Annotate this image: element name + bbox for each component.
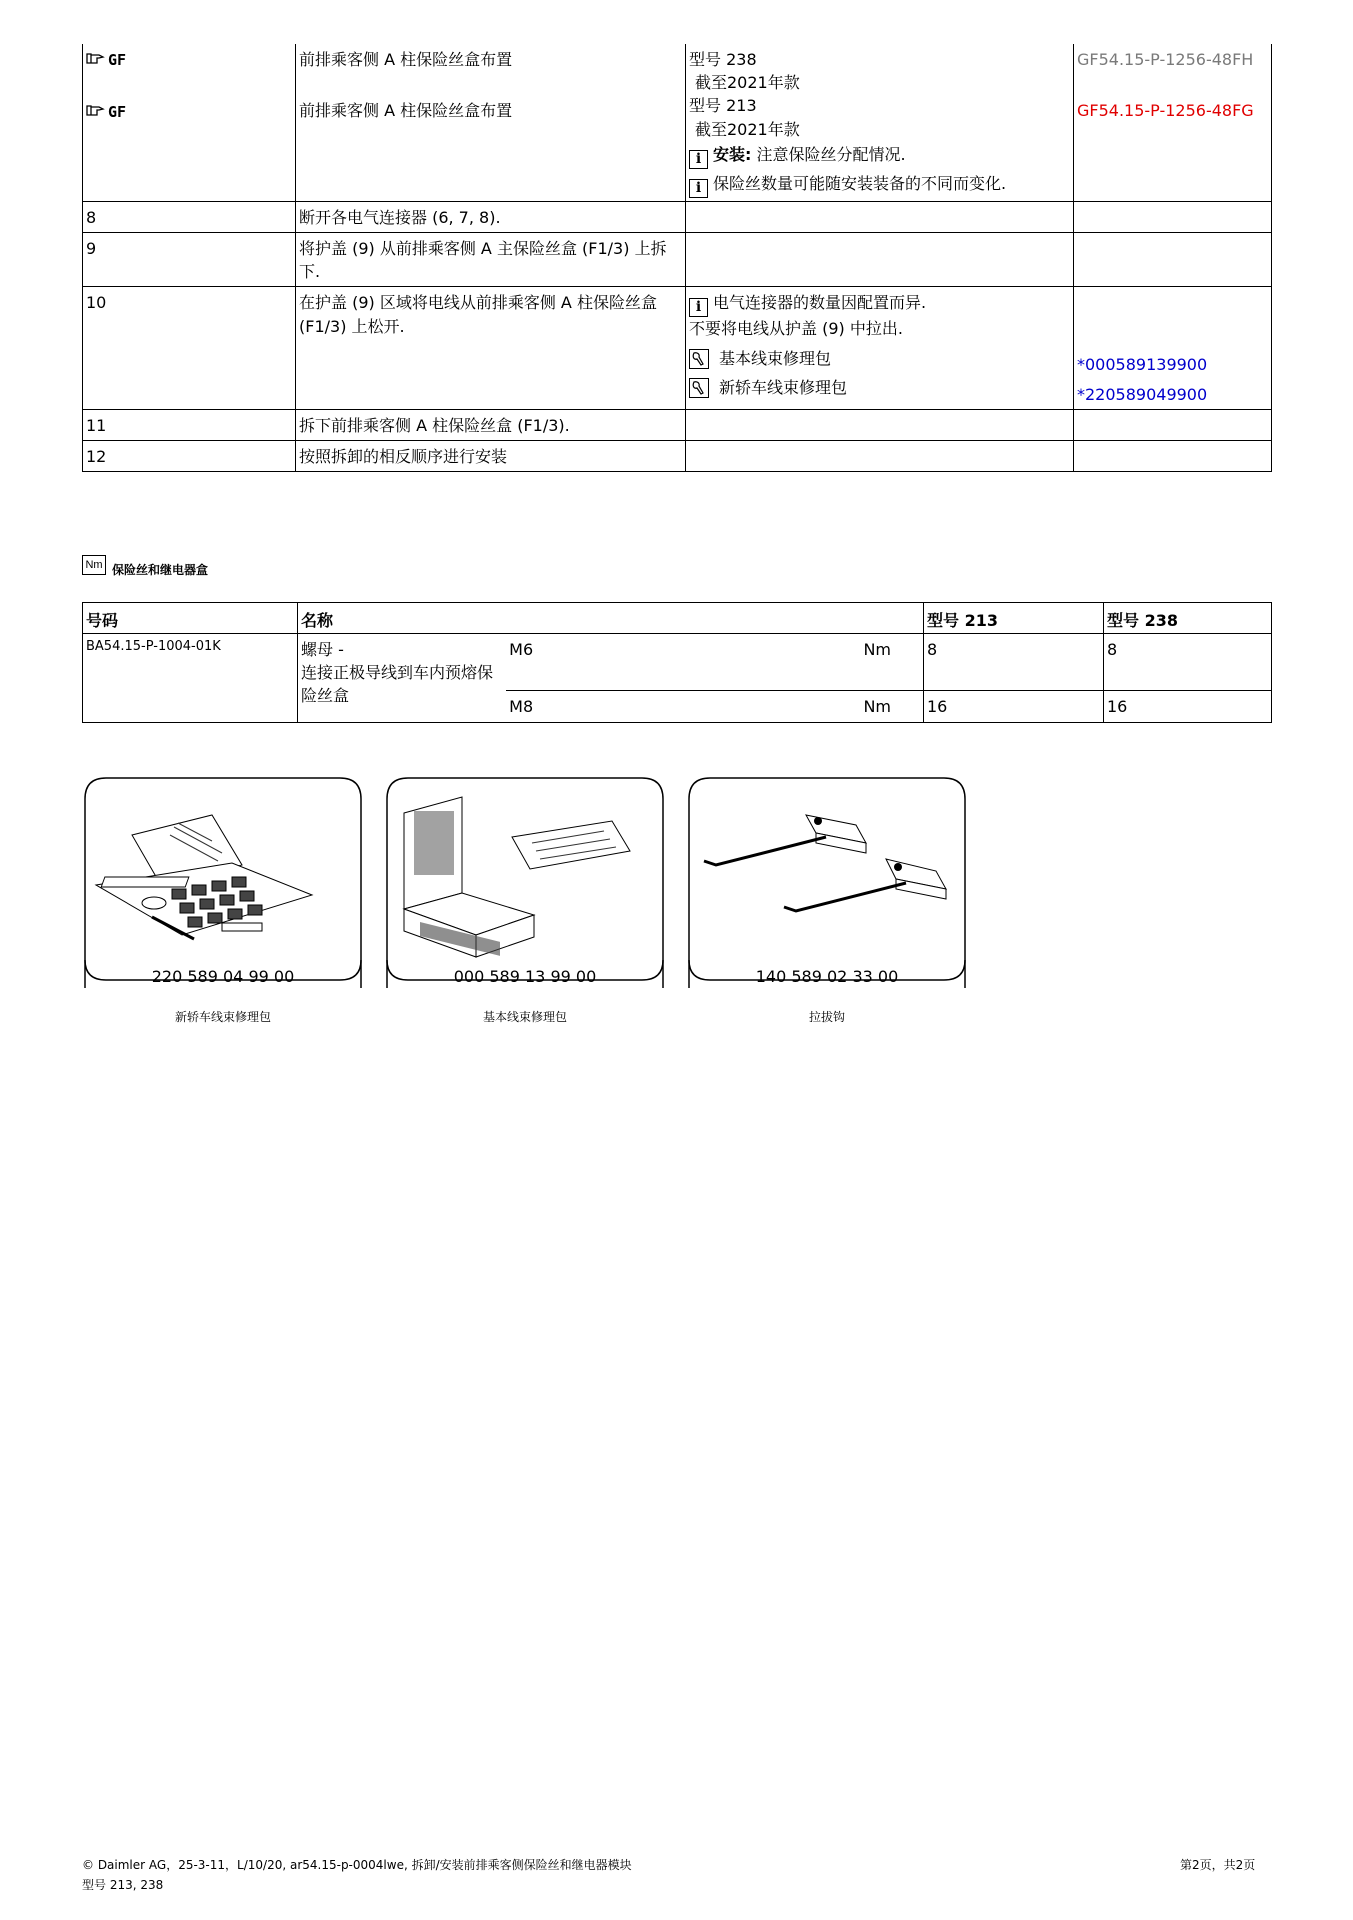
- hand-pointer-icon: [86, 105, 106, 116]
- thread-size: M6: [506, 634, 715, 691]
- work-steps-table: [82, 44, 1272, 472]
- ref-cell: [1074, 287, 1272, 409]
- torque-value-213: 16: [924, 691, 1104, 723]
- action-text: 按照拆卸的相反顺序进行安装: [296, 440, 686, 471]
- special-tool-icon: [689, 349, 709, 369]
- notes-cell: [686, 232, 1074, 286]
- torque-value-238: 8: [1104, 634, 1272, 691]
- page-number: 第2页，共2页: [1180, 1858, 1256, 1872]
- table-row: [83, 201, 1272, 232]
- column-header: 型号 238: [1104, 603, 1272, 634]
- part-number-label: 000 589 13 99 00: [453, 967, 597, 986]
- torque-unit: Nm: [715, 691, 924, 723]
- action-text: 将护盖 (9) 从前排乘客侧 A 主保险丝盒 (F1/3) 上拆下.: [296, 232, 686, 286]
- torque-icon: Nm: [82, 555, 106, 575]
- part-name-line: 连接正极导线到车内预熔保险丝盒: [301, 663, 494, 706]
- info-text: 保险丝数量可能随安装装备的不同而变化.: [713, 173, 1007, 193]
- info-icon: i: [689, 150, 708, 169]
- tool-label: 基本线束修理包: [719, 348, 832, 368]
- step-label: GF: [108, 51, 127, 69]
- year-note: 截至2021年款: [695, 73, 800, 93]
- notes-cell: [686, 287, 1074, 409]
- step-number: 9: [83, 232, 296, 286]
- step-number: 8: [83, 201, 296, 232]
- table-header-row: [83, 603, 1272, 634]
- tool-figure: [686, 775, 968, 995]
- model-note: 型号 238: [689, 50, 757, 69]
- info-text: 注意保险丝分配情况.: [751, 144, 906, 164]
- wiring-repair-kit-illustration: [82, 775, 364, 995]
- notes-cell: [686, 440, 1074, 471]
- footer-models: 型号 213, 238: [82, 1878, 164, 1892]
- figure-caption: 拉拔钩: [808, 1010, 845, 1024]
- tool-link[interactable]: *000589139900: [1077, 355, 1208, 375]
- ref-cell: [1074, 232, 1272, 286]
- info-text: 电气连接器的数量因配置而异.: [713, 293, 927, 313]
- part-number: BA54.15-P-1004-01K: [83, 634, 298, 723]
- part-name-line: 螺母 -: [301, 640, 344, 659]
- table-row: [83, 287, 1272, 409]
- tool-link[interactable]: *220589049900: [1077, 384, 1208, 404]
- part-number-label: 220 589 04 99 00: [151, 967, 295, 986]
- step-number: 11: [83, 409, 296, 440]
- column-header: 型号 213: [924, 603, 1104, 634]
- torque-value-238: 16: [1104, 691, 1272, 723]
- document-link[interactable]: GF54.15-P-1256-48FG: [1077, 101, 1254, 121]
- ref-cell: [1074, 409, 1272, 440]
- pull-hook-illustration: [686, 775, 968, 995]
- document-link[interactable]: GF54.15-P-1256-48FH: [1077, 50, 1254, 69]
- figure-caption: 基本线束修理包: [482, 1010, 567, 1024]
- case-kit-illustration: [384, 775, 666, 995]
- ref-cell: [1074, 440, 1272, 471]
- info-icon: i: [689, 298, 708, 317]
- ref-cell: [1074, 44, 1272, 201]
- year-note: 截至2021年款: [695, 119, 800, 139]
- tool-figure: [384, 775, 666, 995]
- torque-value-213: 8: [924, 634, 1104, 691]
- table-row: [83, 44, 1272, 201]
- part-name: [298, 634, 507, 723]
- install-label: 安装:: [713, 144, 752, 164]
- table-row: [83, 440, 1272, 471]
- action-text: 断开各电气连接器 (6, 7, 8).: [296, 201, 686, 232]
- model-note: 型号 213: [689, 96, 757, 116]
- table-row: [83, 409, 1272, 440]
- hand-pointer-icon: [86, 53, 106, 64]
- tool-figure: [82, 775, 364, 995]
- thread-size: M8: [506, 691, 715, 723]
- torque-unit: Nm: [715, 634, 924, 691]
- ref-cell: [1074, 201, 1272, 232]
- step-number: 12: [83, 440, 296, 471]
- action-text: 拆下前排乘客侧 A 柱保险丝盒 (F1/3).: [296, 409, 686, 440]
- notes-cell: [686, 201, 1074, 232]
- step-label: GF: [108, 102, 127, 121]
- step-cell: [83, 44, 296, 201]
- column-header: 号码: [83, 603, 298, 634]
- note-text: 不要将电线从护盖 (9) 中拉出.: [689, 319, 903, 339]
- part-number-label: 140 589 02 33 00: [755, 967, 899, 986]
- info-icon: i: [689, 179, 708, 198]
- action-text: 前排乘客侧 A 柱保险丝盒布置: [299, 50, 513, 69]
- column-header: 名称: [298, 603, 924, 634]
- action-text: 在护盖 (9) 区域将电线从前排乘客侧 A 柱保险丝盒 (F1/3) 上松开.: [296, 287, 686, 409]
- tool-label: 新轿车线束修理包: [719, 377, 848, 397]
- figure-caption: 新轿车线束修理包: [174, 1010, 271, 1024]
- action-text: 前排乘客侧 A 柱保险丝盒布置: [299, 101, 513, 121]
- notes-cell: [686, 409, 1074, 440]
- notes-cell: [686, 44, 1074, 201]
- action-cell: [296, 44, 686, 201]
- table-row: [83, 634, 1272, 691]
- step-number: 10: [83, 287, 296, 409]
- table-row: [83, 232, 1272, 286]
- section-title: 保险丝和继电器盒: [112, 563, 209, 577]
- special-tool-icon: [689, 378, 709, 398]
- footer-copyright: © Daimler AG，25-3-11，L/10/20, ar54.15-p-0004lwe, 拆卸/安装前排乘客侧保险丝和继电器模块: [82, 1858, 632, 1872]
- torque-table: [82, 602, 1272, 723]
